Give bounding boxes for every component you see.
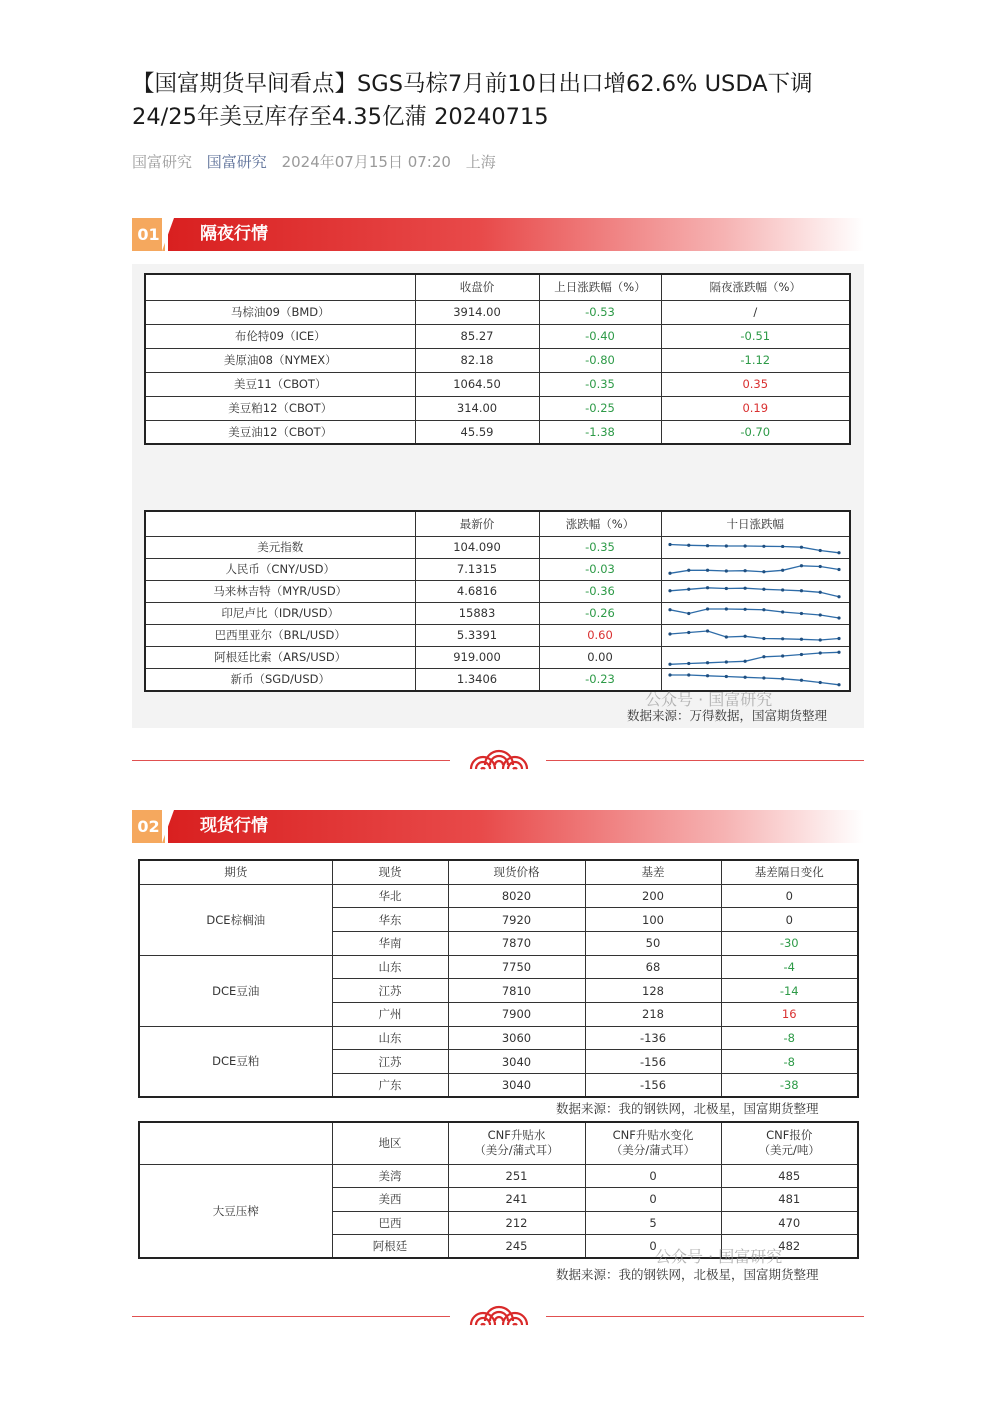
sparkline-point — [799, 564, 802, 567]
section-label: 现货行情 — [200, 816, 268, 836]
prev-day-change: -0.53 — [539, 300, 661, 324]
ten-day-sparkline — [662, 581, 847, 602]
last-price: 15883 — [415, 602, 539, 624]
section-header-spot — [132, 810, 864, 843]
sparkline-point — [705, 586, 708, 589]
overnight-change: 0.19 — [661, 396, 850, 420]
sparkline-point — [743, 569, 746, 572]
sparkline-point — [668, 589, 671, 592]
currency-name: 新币（SGD/USD） — [145, 668, 415, 691]
basis-change: -8 — [721, 1050, 858, 1074]
wave-ornament-icon — [468, 1300, 530, 1326]
cnf-quote: 485 — [721, 1164, 858, 1188]
change-pct: 0.60 — [539, 624, 661, 646]
overnight-change: -0.70 — [661, 420, 850, 444]
sparkline-point — [687, 630, 690, 633]
header-cell: 收盘价 — [415, 274, 539, 300]
change-pct: -0.36 — [539, 580, 661, 602]
sparkline-point — [837, 595, 840, 598]
sparkline-point — [818, 651, 821, 654]
sparkline-point — [668, 673, 671, 676]
sparkline-point — [705, 568, 708, 571]
sparkline-point — [668, 571, 671, 574]
basis-change: -30 — [721, 931, 858, 955]
sparkline-point — [762, 655, 765, 658]
spot-region: 华北 — [332, 884, 448, 908]
sparkline-point — [818, 564, 821, 567]
future-contract: DCE豆粕 — [139, 1026, 332, 1097]
sparkline-point — [743, 675, 746, 678]
sparkline-point — [762, 608, 765, 611]
spot-basis-table — [138, 859, 859, 1098]
sparkline-point — [724, 674, 727, 677]
cnf-table — [138, 1121, 859, 1259]
spot-region: 华南 — [332, 931, 448, 955]
sparkline-point — [705, 629, 708, 632]
instrument-name: 美原油08（NYMEX） — [145, 348, 415, 372]
cnf-premium: 212 — [448, 1211, 585, 1235]
currency-name: 巴西里亚尔（BRL/USD） — [145, 624, 415, 646]
table-row — [139, 1026, 858, 1050]
instrument-name: 美豆油12（CBOT） — [145, 420, 415, 444]
ten-day-sparkline — [662, 647, 847, 668]
currency-name: 美元指数 — [145, 536, 415, 558]
sparkline-point — [837, 567, 840, 570]
sparkline-point — [799, 652, 802, 655]
basis-change: 0 — [721, 908, 858, 932]
spot-region: 山东 — [332, 1026, 448, 1050]
change-pct: -0.23 — [539, 668, 661, 691]
spot-price: 7750 — [448, 955, 585, 979]
table-row — [145, 624, 850, 646]
currency-name: 马来林吉特（MYR/USD） — [145, 580, 415, 602]
watermark: 公众号 · 国富研究 — [655, 1247, 783, 1266]
header-cell: 基差隔日变化 — [721, 860, 858, 884]
header-cell: CNF升贴水 （美分/蒲式耳） — [448, 1122, 585, 1164]
sparkline-point — [743, 586, 746, 589]
basis-change: -14 — [721, 979, 858, 1003]
sparkline-point — [818, 548, 821, 551]
sparkline-point — [837, 683, 840, 686]
sparkline-point — [762, 570, 765, 573]
sparkline-point — [668, 632, 671, 635]
spot-price: 7920 — [448, 908, 585, 932]
sparkline-point — [837, 616, 840, 619]
sparkline-point — [799, 545, 802, 548]
last-price: 104.090 — [415, 536, 539, 558]
basis: -156 — [585, 1050, 721, 1074]
table-row — [145, 558, 850, 580]
sparkline-point — [762, 676, 765, 679]
ten-day-trend-cell — [661, 580, 850, 602]
basis: 200 — [585, 884, 721, 908]
data-source-note: 数据来源：我的钢铁网，北极星，国富期货整理 — [556, 1267, 819, 1282]
sparkline-point — [687, 661, 690, 664]
cnf-premium: 245 — [448, 1235, 585, 1259]
basis-change: -4 — [721, 955, 858, 979]
sparkline-point — [705, 607, 708, 610]
cnf-quote: 482 — [721, 1235, 858, 1259]
table-row — [145, 324, 850, 348]
section-divider — [132, 750, 864, 770]
sparkline-point — [837, 650, 840, 653]
overnight-change: 0.35 — [661, 372, 850, 396]
spot-region: 广东 — [332, 1074, 448, 1098]
ten-day-trend-cell — [661, 536, 850, 558]
currency-name: 人民币（CNY/USD） — [145, 558, 415, 580]
sparkline-point — [687, 587, 690, 590]
basis-change: -38 — [721, 1074, 858, 1098]
sparkline-point — [724, 660, 727, 663]
instrument-name: 美豆粕12（CBOT） — [145, 396, 415, 420]
publish-location: 上海 — [465, 153, 496, 171]
cnf-premium: 241 — [448, 1188, 585, 1212]
close-price: 85.27 — [415, 324, 539, 348]
table-row — [145, 646, 850, 668]
sparkline-point — [762, 636, 765, 639]
prev-day-change: -0.80 — [539, 348, 661, 372]
sparkline-point — [818, 680, 821, 683]
sparkline-point — [743, 607, 746, 610]
data-source-note: 数据来源：我的钢铁网，北极星，国富期货整理 — [556, 1101, 819, 1116]
article-title: 【国富期货早间看点】SGS马棕7月前10日出口增62.6% USDA下调24/25年美豆库存至4.35亿蒲 20240715 — [132, 71, 813, 130]
futures-table — [144, 273, 851, 445]
sparkline-point — [668, 608, 671, 611]
future-contract: DCE棕榈油 — [139, 884, 332, 955]
sparkline-path — [670, 544, 839, 552]
spot-region: 江苏 — [332, 979, 448, 1003]
basis: -156 — [585, 1074, 721, 1098]
account-link[interactable]: 国富研究 — [206, 153, 267, 171]
header-cell: 现货价格 — [448, 860, 585, 884]
change-pct: -0.26 — [539, 602, 661, 624]
sparkline-point — [724, 586, 727, 589]
table-row — [139, 1164, 858, 1188]
basis: 100 — [585, 908, 721, 932]
sparkline-point — [705, 674, 708, 677]
sparkline-path — [670, 675, 839, 685]
table-row — [145, 580, 850, 602]
article-meta — [132, 151, 506, 172]
wave-ornament-icon — [468, 744, 530, 770]
spot-price: 7900 — [448, 1002, 585, 1026]
spot-price: 7870 — [448, 931, 585, 955]
header-cell — [145, 511, 415, 536]
sparkline-point — [781, 677, 784, 680]
ten-day-sparkline — [662, 625, 847, 646]
sparkline-point — [743, 634, 746, 637]
sparkline-point — [818, 638, 821, 641]
sparkline-point — [781, 610, 784, 613]
section-header-overnight — [132, 218, 864, 251]
currency-name: 印尼卢比（IDR/USD） — [145, 602, 415, 624]
sparkline-point — [781, 588, 784, 591]
close-price: 45.59 — [415, 420, 539, 444]
prev-day-change: -0.35 — [539, 372, 661, 396]
sparkline-point — [687, 568, 690, 571]
publish-datetime: 2024年07月15日 07:20 — [281, 153, 451, 171]
spot-price: 3040 — [448, 1074, 585, 1098]
table-row — [145, 536, 850, 558]
sparkline-point — [705, 661, 708, 664]
sparkline-path — [670, 609, 839, 618]
basis: 128 — [585, 979, 721, 1003]
prev-day-change: -1.38 — [539, 420, 661, 444]
spot-region: 华东 — [332, 908, 448, 932]
sparkline-path — [670, 565, 839, 573]
cnf-quote: 470 — [721, 1211, 858, 1235]
header-cell: 最新价 — [415, 511, 539, 536]
table-row — [145, 602, 850, 624]
watermark: 公众号 · 国富研究 — [645, 690, 773, 709]
basis: -136 — [585, 1026, 721, 1050]
ten-day-sparkline — [662, 559, 847, 580]
change-pct: -0.03 — [539, 558, 661, 580]
cnf-quote: 481 — [721, 1188, 858, 1212]
sparkline-point — [762, 587, 765, 590]
last-price: 1.3406 — [415, 668, 539, 691]
cnf-premium: 251 — [448, 1164, 585, 1188]
overnight-change: / — [661, 300, 850, 324]
sparkline-point — [781, 654, 784, 657]
cnf-premium-change: 5 — [585, 1211, 721, 1235]
instrument-name: 马棕油09（BMD） — [145, 300, 415, 324]
header-cell: 现货 — [332, 860, 448, 884]
change-pct: 0.00 — [539, 646, 661, 668]
header-cell: 期货 — [139, 860, 332, 884]
table-row — [145, 396, 850, 420]
sparkline-point — [724, 569, 727, 572]
future-contract: DCE豆油 — [139, 955, 332, 1026]
basis: 68 — [585, 955, 721, 979]
sparkline-point — [799, 611, 802, 614]
sparkline-path — [670, 631, 839, 640]
sparkline-point — [743, 544, 746, 547]
sparkline-point — [668, 542, 671, 545]
table-row — [145, 300, 850, 324]
sparkline-point — [762, 544, 765, 547]
header-cell: 基差 — [585, 860, 721, 884]
sparkline-path — [670, 587, 839, 596]
sparkline-point — [687, 611, 690, 614]
sparkline-point — [799, 678, 802, 681]
basis: 50 — [585, 931, 721, 955]
header-cell: 上日涨跌幅（%） — [539, 274, 661, 300]
sparkline-point — [724, 544, 727, 547]
close-price: 82.18 — [415, 348, 539, 372]
spot-region: 广州 — [332, 1002, 448, 1026]
last-price: 919.000 — [415, 646, 539, 668]
prev-day-change: -0.40 — [539, 324, 661, 348]
table-header-row — [145, 274, 850, 300]
header-cell: 十日涨跌幅 — [661, 511, 850, 536]
source-tag: 国富研究 — [132, 153, 193, 171]
header-cell — [145, 274, 415, 300]
sparkline-point — [668, 662, 671, 665]
cnf-premium-change: 0 — [585, 1164, 721, 1188]
prev-day-change: -0.25 — [539, 396, 661, 420]
ten-day-trend-cell — [661, 558, 850, 580]
ten-day-sparkline — [662, 603, 847, 624]
sparkline-point — [781, 568, 784, 571]
close-price: 3914.00 — [415, 300, 539, 324]
data-source-note: 数据来源：万得数据，国富期货整理 — [627, 708, 828, 723]
close-price: 314.00 — [415, 396, 539, 420]
ten-day-trend-cell — [661, 602, 850, 624]
sparkline-point — [743, 659, 746, 662]
instrument-name: 美豆11（CBOT） — [145, 372, 415, 396]
header-cell: CNF升贴水变化 （美分/蒲式耳） — [585, 1122, 721, 1164]
sparkline-point — [687, 543, 690, 546]
sparkline-point — [781, 637, 784, 640]
spot-region: 江苏 — [332, 1050, 448, 1074]
origin-region: 巴西 — [332, 1211, 448, 1235]
instrument-name: 布伦特09（ICE） — [145, 324, 415, 348]
section-number: 01 — [132, 218, 165, 251]
spot-price: 3040 — [448, 1050, 585, 1074]
header-cell: 涨跌幅（%） — [539, 511, 661, 536]
origin-region: 美湾 — [332, 1164, 448, 1188]
currency-table — [144, 510, 851, 692]
change-pct: -0.35 — [539, 536, 661, 558]
currency-name: 阿根廷比索（ARS/USD） — [145, 646, 415, 668]
ten-day-trend-cell — [661, 646, 850, 668]
sparkline-point — [781, 544, 784, 547]
section-number: 02 — [132, 810, 165, 843]
header-cell — [139, 1122, 332, 1164]
group-label: 大豆压榨 — [139, 1164, 332, 1258]
section-label: 隔夜行情 — [200, 224, 268, 244]
overnight-change: -0.51 — [661, 324, 850, 348]
sparkline-point — [799, 637, 802, 640]
section-divider — [132, 1306, 864, 1326]
close-price: 1064.50 — [415, 372, 539, 396]
ten-day-sparkline — [662, 537, 847, 558]
sparkline-point — [837, 551, 840, 554]
header-cell: 隔夜涨跌幅（%） — [661, 274, 850, 300]
basis-change: 0 — [721, 884, 858, 908]
header-cell: 地区 — [332, 1122, 448, 1164]
sparkline-point — [705, 544, 708, 547]
cnf-premium-change: 0 — [585, 1188, 721, 1212]
section-band — [168, 218, 864, 251]
section-band — [168, 810, 864, 843]
last-price: 4.6816 — [415, 580, 539, 602]
overnight-change: -1.12 — [661, 348, 850, 372]
last-price: 7.1315 — [415, 558, 539, 580]
header-cell: CNF报价 （美元/吨） — [721, 1122, 858, 1164]
sparkline-point — [724, 635, 727, 638]
sparkline-point — [724, 607, 727, 610]
table-row — [139, 884, 858, 908]
table-row — [145, 348, 850, 372]
cnf-premium-change: 0 — [585, 1235, 721, 1259]
spot-region: 山东 — [332, 955, 448, 979]
ten-day-trend-cell — [661, 624, 850, 646]
spot-price: 3060 — [448, 1026, 585, 1050]
sparkline-point — [818, 613, 821, 616]
table-row — [139, 955, 858, 979]
last-price: 5.3391 — [415, 624, 539, 646]
spot-price: 7810 — [448, 979, 585, 1003]
basis-change: 16 — [721, 1002, 858, 1026]
table-row — [145, 420, 850, 444]
sparkline-point — [799, 589, 802, 592]
table-header-row — [139, 1122, 858, 1164]
origin-region: 阿根廷 — [332, 1235, 448, 1259]
table-header-row — [145, 511, 850, 536]
basis: 218 — [585, 1002, 721, 1026]
origin-region: 美西 — [332, 1188, 448, 1212]
basis-change: -8 — [721, 1026, 858, 1050]
table-row — [145, 372, 850, 396]
sparkline-point — [837, 636, 840, 639]
table-header-row — [139, 860, 858, 884]
sparkline-point — [818, 590, 821, 593]
sparkline-path — [670, 652, 839, 664]
spot-price: 8020 — [448, 884, 585, 908]
sparkline-point — [687, 673, 690, 676]
